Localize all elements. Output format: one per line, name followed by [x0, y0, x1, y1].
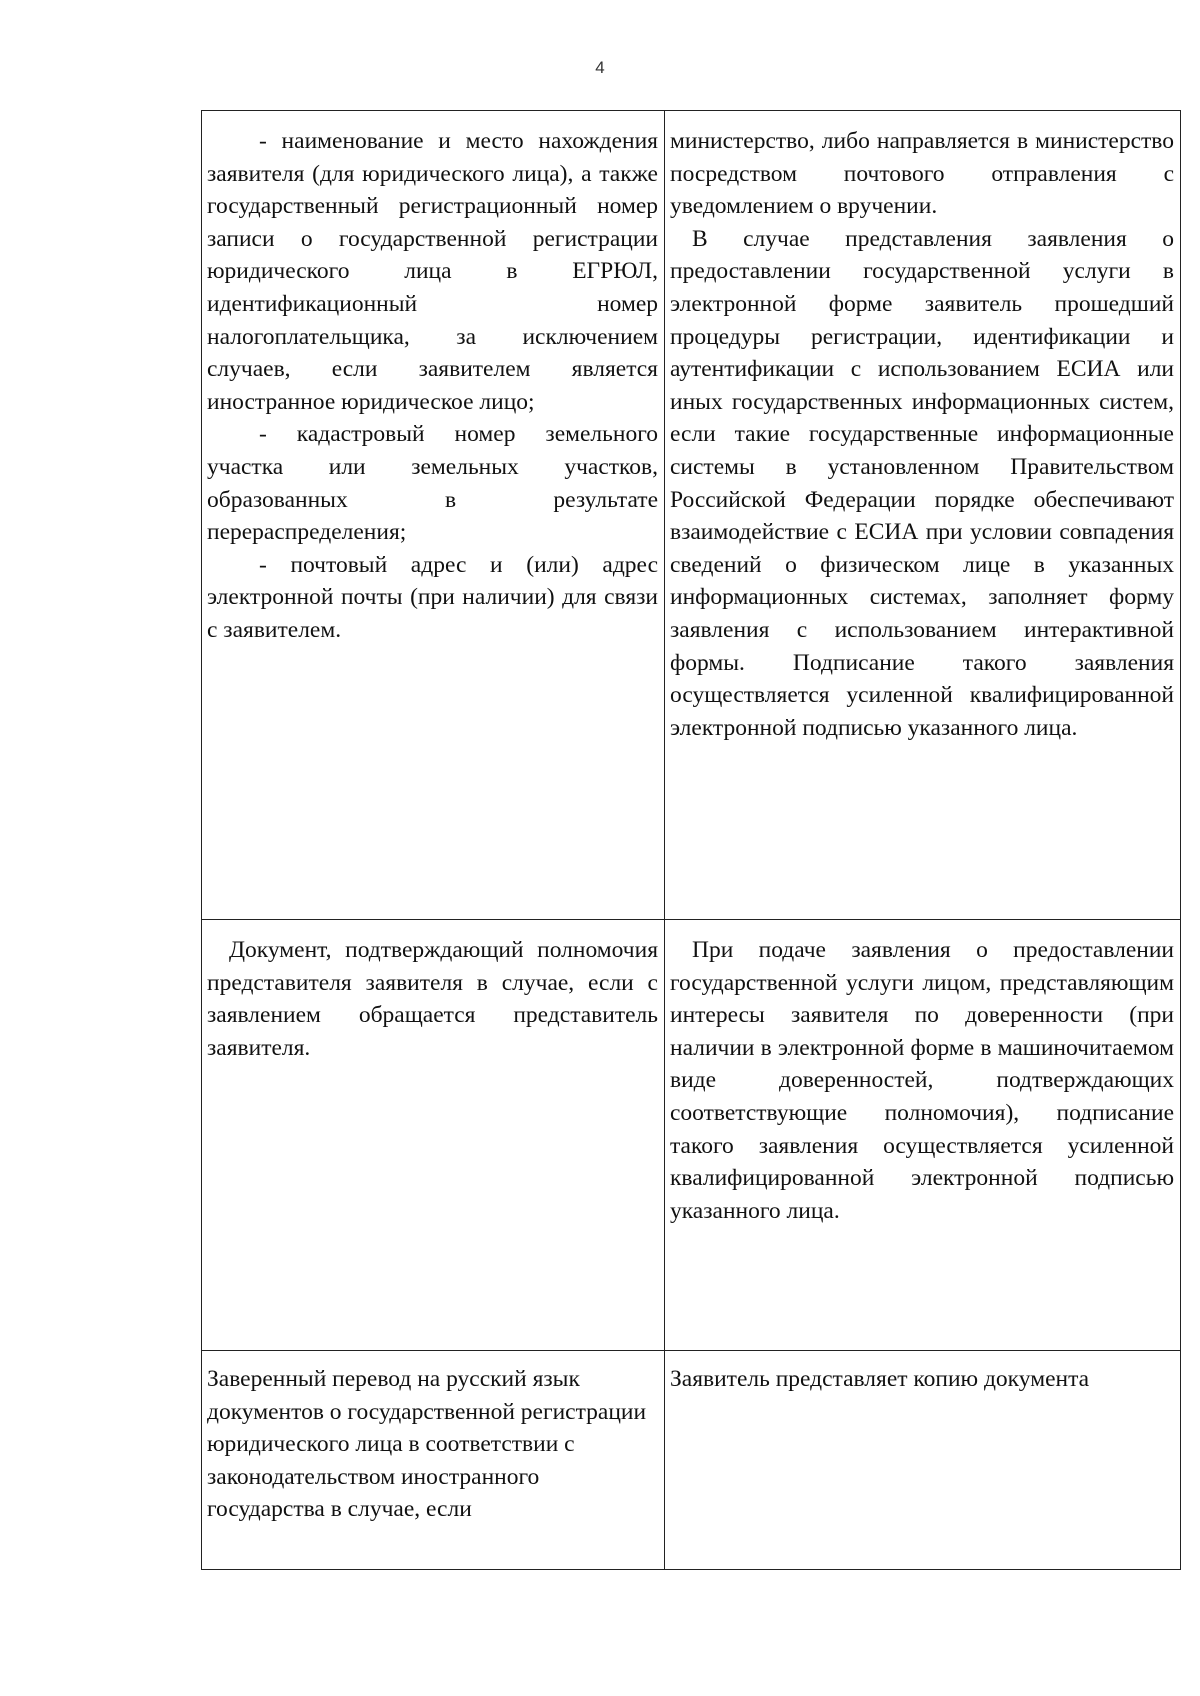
- table-cell-right: [665, 920, 1181, 1351]
- paragraph: министерство, либо направляется в министерство посредством почтового отправления с уведомлением о вручении.: [670, 128, 1174, 220]
- table-row: [202, 111, 1181, 920]
- table-cell-right: [665, 111, 1181, 920]
- table-row: [202, 1351, 1181, 1570]
- paragraph: - почтовый адрес и (или) адрес электронной почты (при наличии) для связи с заявителем.: [207, 551, 658, 643]
- page-number: 4: [595, 58, 605, 77]
- table-cell-left: [202, 111, 665, 920]
- table-cell-left: [202, 920, 665, 1351]
- paragraph: В случае представления заявления о предоставлении государственной услуги в электронной форме заявитель прошедший процедуры регистрации, идентификации и аутентификации с использованием ЕСИА или иных государственных информационных систем, если такие государственные информационные системы в установленном Правительством Российской Федерации порядке обеспечивают взаимодействие с ЕСИА при условии совпадения сведений о физическом лице в указанных информационных системах, заполняет форму заявления с использованием интерактивной формы. Подписание такого заявления осуществляется усиленной квалифицированной электронной подписью указанного лица.: [670, 225, 1174, 741]
- table-cell-right: [665, 1351, 1181, 1570]
- table-row: [202, 920, 1181, 1351]
- paragraph: Заверенный перевод на русский язык документов о государственной регистрации юридического лица в соответствии с законодательством иностранного государства в случае, если: [207, 1366, 647, 1523]
- paragraph: - наименование и место нахождения заявителя (для юридического лица), а также государственный регистрационный номер записи о государственной регистрации юридического лица в ЕГРЮЛ, идентификационный номер налогоплательщика, за исключением случаев, если заявителем является иностранное юридическое лицо;: [207, 128, 658, 415]
- paragraph: Документ, подтверждающий полномочия представителя заявителя в случае, если с заявлением обращается представитель заявителя.: [207, 937, 658, 1061]
- paragraph: - кадастровый номер земельного участка или земельных участков, образованных в результате перераспределения;: [207, 421, 658, 546]
- requirements-table: [201, 110, 1181, 1570]
- paragraph: Заявитель представляет копию документа: [670, 1366, 1090, 1392]
- paragraph: При подаче заявления о предоставлении государственной услуги лицом, представляющим интересы заявителя по доверенности (при наличии в электронной форме в машиночитаемом виде доверенностей, подтверждающих соответствующие полномочия), подписание такого заявления осуществляется усиленной квалифицированной электронной подписью указанного лица.: [670, 937, 1174, 1224]
- table-cell-left: [202, 1351, 665, 1570]
